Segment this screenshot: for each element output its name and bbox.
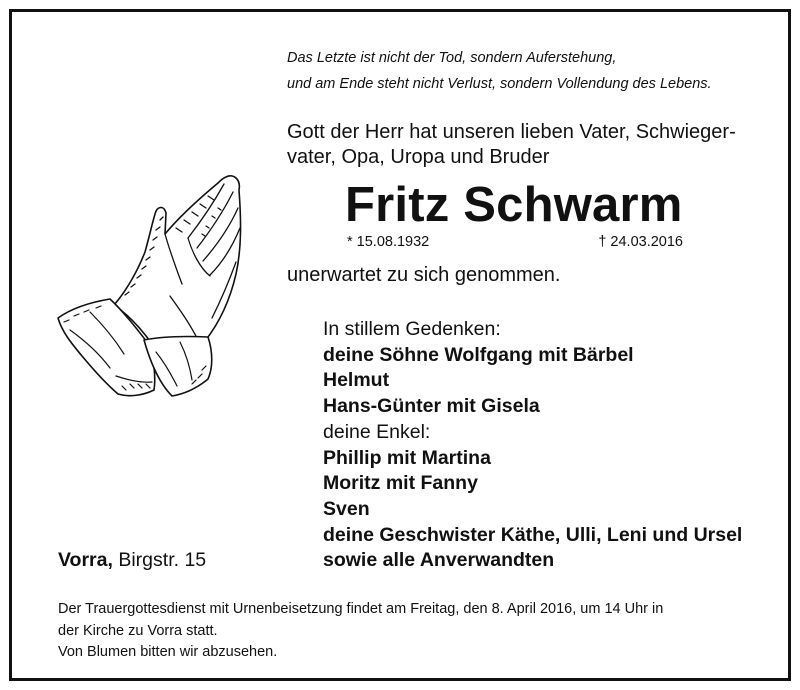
birth-date: * 15.08.1932: [347, 234, 430, 250]
mourner-line: Helmut: [323, 369, 390, 392]
service-info-line: der Kirche zu Vorra statt.: [58, 622, 218, 639]
deceased-name: Fritz Schwarm: [345, 178, 683, 232]
mourner-line: deine Enkel:: [323, 420, 431, 443]
mourner-line: sowie alle Anverwandten: [323, 549, 555, 572]
intro-line: Gott der Herr hat unseren lieben Vater, Schwieger-: [287, 121, 736, 143]
intro-line: vater, Opa, Uropa und Bruder: [287, 146, 550, 168]
death-date: † 24.03.2016: [598, 234, 683, 250]
closing-line: unerwartet zu sich genommen.: [287, 264, 561, 286]
service-info-line: Von Blumen bitten wir abzusehen.: [58, 644, 278, 660]
mourner-line: Phillip mit Martina: [323, 446, 491, 469]
family-address: [58, 548, 206, 574]
mourner-line: Hans-Günter mit Gisela: [323, 395, 540, 418]
quote-line: Das Letzte ist nicht der Tod, sondern Auferstehung,: [287, 50, 617, 66]
quote-line: und am Ende steht nicht Verlust, sondern Vollendung des Lebens.: [287, 76, 712, 92]
address-place: Vorra,: [58, 549, 113, 571]
mourners-list: [323, 317, 742, 574]
address-street: Birgstr. 15: [118, 549, 207, 571]
mourner-line: deine Geschwister Käthe, Ulli, Leni und Ursel: [323, 523, 743, 546]
mourner-line: deine Söhne Wolfgang mit Bärbel: [323, 343, 634, 366]
epitaph-quote: [287, 45, 712, 97]
mourners-heading: In stillem Gedenken:: [323, 318, 501, 340]
intro-text: [287, 120, 736, 170]
life-dates: [347, 233, 683, 251]
service-info: [58, 599, 663, 664]
praying-hands-illustration: [52, 172, 242, 397]
service-info-line: Der Trauergottesdienst mit Urnenbeisetzung findet am Freitag, den 8. April 2016, um 14 Uhr in: [58, 601, 664, 617]
mourner-line: Sven: [323, 497, 370, 520]
mourner-line: Moritz mit Fanny: [323, 472, 478, 495]
